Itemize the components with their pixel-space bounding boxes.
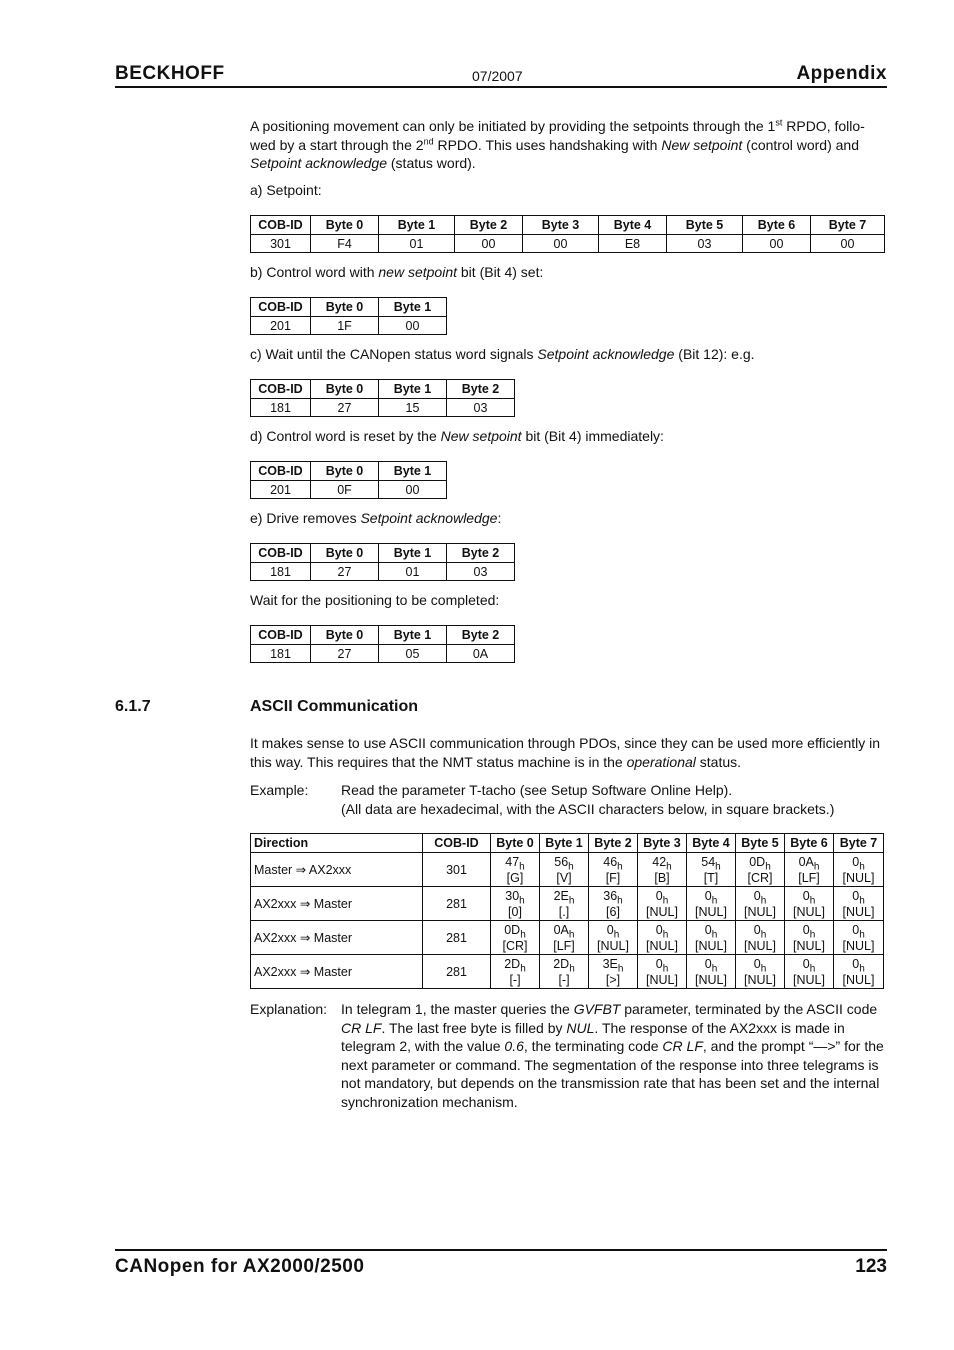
ascii-char: [NUL]: [646, 972, 678, 987]
hex-suffix: h: [520, 963, 526, 974]
ascii-char: [V]: [556, 870, 572, 885]
hex-suffix: h: [809, 963, 816, 974]
direction-cell: AX2xxx ⇒ Master: [251, 887, 423, 921]
hex-suffix: h: [859, 895, 865, 906]
byte-cell: [491, 887, 540, 921]
ascii-char: [F]: [605, 870, 621, 885]
hex-suffix: h: [760, 963, 767, 974]
column-header: Byte 0: [311, 216, 379, 235]
table-cell: 03: [447, 563, 515, 581]
table-cell: 27: [311, 399, 379, 417]
table-header-row: [251, 834, 884, 853]
column-header: Byte 1: [379, 462, 447, 481]
column-header: Byte 2: [589, 834, 638, 853]
byte-cell: [834, 853, 884, 887]
ascii-char: [NUL]: [744, 938, 776, 953]
ascii-char: [CR]: [502, 938, 528, 953]
cob-id-cell: 301: [423, 853, 491, 887]
ascii-char: [NUL]: [793, 904, 825, 919]
step-a-text: a) Setpoint:: [250, 182, 322, 198]
table-row: [251, 645, 515, 663]
table-cell: 181: [251, 645, 311, 663]
hex-suffix: h: [760, 895, 767, 906]
column-header: Byte 0: [491, 834, 540, 853]
ascii-char: [NUL]: [842, 870, 875, 885]
column-header: Byte 2: [447, 544, 515, 563]
ascii-char: [.]: [558, 904, 570, 919]
table-cell: 181: [251, 399, 311, 417]
table-cell: 27: [311, 563, 379, 581]
column-header: Byte 6: [785, 834, 834, 853]
ascii-char: [NUL]: [695, 938, 727, 953]
table-row: [251, 853, 884, 887]
ascii-char: [LF]: [798, 870, 820, 885]
hex-value: 47: [505, 854, 520, 869]
table-row: [251, 235, 885, 253]
table-control-word-set: [250, 297, 447, 335]
hex-suffix: h: [569, 963, 575, 974]
byte-cell: [785, 921, 834, 955]
example-text: [341, 781, 886, 818]
hex-suffix: h: [765, 861, 771, 872]
hex-value: 0: [753, 888, 761, 903]
table-row: [251, 481, 447, 499]
byte-cell: [736, 853, 785, 887]
table-row: [251, 563, 515, 581]
hex-suffix: h: [662, 895, 669, 906]
ascii-intro-paragraph: It makes sense to use ASCII communication through PDOs, since they can be used more efficiently in this way. This requires that the NMT status machine is in the operational status.: [250, 735, 881, 770]
ascii-char: [NUL]: [597, 938, 629, 953]
table-cell: 0F: [311, 481, 379, 499]
hex-value: 0: [802, 956, 810, 971]
hex-suffix: h: [662, 963, 669, 974]
byte-cell: [540, 887, 589, 921]
footer-title: CANopen for AX2000/2500: [115, 1256, 365, 1277]
hex-suffix: h: [715, 861, 721, 872]
byte-cell: [638, 921, 687, 955]
hex-value: 2D: [504, 956, 521, 971]
table-cell: 05: [379, 645, 447, 663]
table-cell: 00: [379, 317, 447, 335]
column-header: Byte 1: [540, 834, 589, 853]
hex-value: 0: [704, 956, 712, 971]
section-heading: Appendix: [796, 63, 887, 84]
hex-suffix: h: [519, 861, 525, 872]
section-number: 6.1.7: [115, 698, 151, 715]
column-header: COB-ID: [251, 216, 311, 235]
ascii-char: [NUL]: [695, 904, 727, 919]
table-cell: F4: [311, 235, 379, 253]
column-header: Byte 1: [379, 626, 447, 645]
byte-cell: [638, 955, 687, 989]
ascii-char: [NUL]: [793, 938, 825, 953]
hex-suffix: h: [711, 963, 718, 974]
ascii-char: [NUL]: [744, 904, 776, 919]
hex-suffix: h: [617, 963, 624, 974]
byte-cell: [834, 887, 884, 921]
table-header-row: [251, 298, 447, 317]
hex-value: 0: [704, 922, 712, 937]
hex-suffix: h: [617, 861, 623, 872]
example-label: Example:: [250, 782, 309, 798]
table-cell: 181: [251, 563, 311, 581]
table-cell: 0A: [447, 645, 515, 663]
byte-cell: [589, 955, 638, 989]
hex-suffix: h: [617, 895, 623, 906]
direction-cell: AX2xxx ⇒ Master: [251, 955, 423, 989]
hex-suffix: h: [613, 929, 620, 940]
table-cell: 00: [379, 481, 447, 499]
cob-id-cell: 281: [423, 921, 491, 955]
table-row: [251, 921, 884, 955]
table-status-ack: [250, 379, 515, 417]
document-date: 07/2007: [472, 68, 523, 84]
column-header: Byte 1: [379, 298, 447, 317]
hex-value: 46: [603, 854, 618, 869]
byte-cell: [785, 955, 834, 989]
hex-value: 0: [655, 888, 663, 903]
table-cell: 00: [811, 235, 885, 253]
ascii-char: [-]: [558, 972, 570, 987]
table-row: [251, 887, 884, 921]
table-row: [251, 399, 515, 417]
hex-value: 0: [704, 888, 712, 903]
column-header: Byte 4: [687, 834, 736, 853]
byte-cell: [540, 853, 589, 887]
byte-cell: [589, 921, 638, 955]
table-ack-removed: [250, 543, 515, 581]
byte-cell: [736, 955, 785, 989]
byte-cell: [540, 955, 589, 989]
table-positioning-complete: [250, 625, 515, 663]
column-header: COB-ID: [251, 298, 311, 317]
byte-cell: [491, 853, 540, 887]
hex-value: 3E: [602, 956, 618, 971]
ascii-char: [G]: [506, 870, 524, 885]
table-cell: 03: [667, 235, 743, 253]
hex-value: 0A: [553, 922, 569, 937]
table-cell: 1F: [311, 317, 379, 335]
ascii-char: [NUL]: [695, 972, 727, 987]
hex-value: 0: [655, 922, 663, 937]
hex-suffix: h: [859, 963, 865, 974]
hex-suffix: h: [666, 861, 672, 872]
table-cell: 201: [251, 481, 311, 499]
byte-cell: [834, 921, 884, 955]
step-c-text: c) Wait until the CANopen status word signals Setpoint acknowledge (Bit 12): e.g.: [250, 346, 755, 362]
column-header: Byte 0: [311, 462, 379, 481]
hex-value: 0: [852, 888, 860, 903]
byte-cell: [785, 853, 834, 887]
table-cell: 03: [447, 399, 515, 417]
hex-value: 36: [603, 888, 618, 903]
ascii-char: [NUL]: [842, 972, 875, 987]
hex-suffix: h: [568, 861, 574, 872]
ascii-char: [LF]: [553, 938, 575, 953]
table-cell: 01: [379, 563, 447, 581]
column-header: Byte 2: [455, 216, 523, 235]
table-header-row: [251, 216, 885, 235]
step-d-text: d) Control word is reset by the New setpoint bit (Bit 4) immediately:: [250, 428, 664, 444]
table-header-row: [251, 380, 515, 399]
column-header: Byte 6: [743, 216, 811, 235]
column-header: Byte 3: [638, 834, 687, 853]
column-header: Byte 2: [447, 380, 515, 399]
hex-value: 0: [802, 888, 810, 903]
column-header: Byte 3: [523, 216, 599, 235]
byte-cell: [687, 887, 736, 921]
ascii-char: [-]: [509, 972, 521, 987]
hex-value: 2D: [553, 956, 570, 971]
hex-suffix: h: [859, 929, 865, 940]
hex-suffix: h: [809, 895, 816, 906]
header-rule: [115, 86, 887, 88]
hex-suffix: h: [568, 929, 575, 940]
hex-suffix: h: [859, 861, 865, 872]
table-cell: 01: [379, 235, 455, 253]
column-header: Byte 0: [311, 298, 379, 317]
cob-id-cell: 281: [423, 955, 491, 989]
hex-value: 0D: [749, 854, 766, 869]
byte-cell: [834, 955, 884, 989]
byte-cell: [491, 955, 540, 989]
table-cell: 201: [251, 317, 311, 335]
ascii-char: [T]: [703, 870, 719, 885]
table-cell: E8: [599, 235, 667, 253]
hex-value: 0: [852, 854, 860, 869]
hex-suffix: h: [662, 929, 669, 940]
hex-suffix: h: [520, 929, 526, 940]
byte-cell: [638, 853, 687, 887]
company-logo: BECKHOFF: [115, 63, 225, 84]
hex-value: 0: [606, 922, 614, 937]
column-header: Byte 5: [736, 834, 785, 853]
table-cell: 301: [251, 235, 311, 253]
table-header-row: [251, 626, 515, 645]
byte-cell: [785, 887, 834, 921]
byte-cell: [491, 921, 540, 955]
direction-cell: Master ⇒ AX2xxx: [251, 853, 423, 887]
table-header-row: [251, 544, 515, 563]
intro-paragraph: A positioning movement can only be initiated by providing the setpoints through the 1st RPDO, follo-wed by a start through the 2nd RPDO. This uses handshaking with New setpoint (control word) and Setpoint acknowledge (status word).: [250, 117, 865, 171]
hex-value: 0: [852, 956, 860, 971]
byte-cell: [589, 853, 638, 887]
step-wait-text: Wait for the positioning to be completed:: [250, 592, 500, 608]
hex-suffix: h: [711, 895, 718, 906]
hex-value: 0: [655, 956, 663, 971]
footer-rule: [115, 1249, 887, 1251]
hex-suffix: h: [760, 929, 767, 940]
hex-suffix: h: [809, 929, 816, 940]
column-header: Direction: [251, 834, 423, 853]
direction-cell: AX2xxx ⇒ Master: [251, 921, 423, 955]
hex-value: 0: [753, 956, 761, 971]
step-b-text: b) Control word with new setpoint bit (Bit 4) set:: [250, 264, 544, 280]
column-header: Byte 1: [379, 380, 447, 399]
table-control-word-reset: [250, 461, 447, 499]
explanation-label: Explanation:: [250, 1001, 328, 1017]
byte-cell: [589, 887, 638, 921]
ascii-char: [NUL]: [744, 972, 776, 987]
table-cell: 15: [379, 399, 447, 417]
example-line-1: Read the parameter T-tacho (see Setup Software Online Help).: [341, 782, 733, 798]
column-header: Byte 1: [379, 544, 447, 563]
ascii-char: [NUL]: [646, 904, 678, 919]
byte-cell: [540, 921, 589, 955]
byte-cell: [687, 921, 736, 955]
column-header: Byte 1: [379, 216, 455, 235]
byte-cell: [736, 887, 785, 921]
page-number: 123: [855, 1256, 887, 1277]
column-header: COB-ID: [251, 626, 311, 645]
column-header: COB-ID: [251, 462, 311, 481]
ascii-char: [>]: [605, 972, 621, 987]
column-header: Byte 0: [311, 380, 379, 399]
table-header-row: [251, 462, 447, 481]
ascii-char: [NUL]: [646, 938, 678, 953]
example-line-2: (All data are hexadecimal, with the ASCII characters below, in square brackets.): [341, 800, 835, 817]
table-cell: 27: [311, 645, 379, 663]
column-header: Byte 7: [811, 216, 885, 235]
section-title: ASCII Communication: [250, 698, 419, 715]
ascii-char: [NUL]: [842, 904, 875, 919]
hex-value: 30: [505, 888, 520, 903]
column-header: COB-ID: [423, 834, 491, 853]
column-header: Byte 0: [311, 626, 379, 645]
ascii-char: [B]: [654, 870, 670, 885]
column-header: Byte 7: [834, 834, 884, 853]
table-cell: 00: [743, 235, 811, 253]
step-e-text: e) Drive removes Setpoint acknowledge:: [250, 510, 502, 526]
table-row: [251, 317, 447, 335]
hex-suffix: h: [519, 895, 525, 906]
hex-suffix: h: [711, 929, 718, 940]
hex-value: 0D: [504, 922, 521, 937]
column-header: Byte 0: [311, 544, 379, 563]
byte-cell: [687, 955, 736, 989]
hex-value: 0A: [798, 854, 814, 869]
column-header: Byte 5: [667, 216, 743, 235]
hex-value: 0: [753, 922, 761, 937]
column-header: Byte 4: [599, 216, 667, 235]
column-header: Byte 2: [447, 626, 515, 645]
column-header: COB-ID: [251, 544, 311, 563]
hex-suffix: h: [813, 861, 820, 872]
hex-suffix: h: [568, 895, 575, 906]
cob-id-cell: 281: [423, 887, 491, 921]
hex-value: 54: [701, 854, 716, 869]
table-setpoint: [250, 215, 885, 253]
byte-cell: [687, 853, 736, 887]
hex-value: 0: [802, 922, 810, 937]
table-cell: 00: [455, 235, 523, 253]
byte-cell: [736, 921, 785, 955]
hex-value: 2E: [553, 888, 569, 903]
table-row: [251, 955, 884, 989]
hex-value: 0: [852, 922, 860, 937]
ascii-char: [NUL]: [793, 972, 825, 987]
hex-value: 56: [554, 854, 569, 869]
ascii-telegram-table: [250, 833, 884, 989]
ascii-char: [NUL]: [842, 938, 875, 953]
column-header: COB-ID: [251, 380, 311, 399]
table-cell: 00: [523, 235, 599, 253]
hex-value: 42: [652, 854, 667, 869]
ascii-char: [6]: [606, 904, 620, 919]
ascii-char: [0]: [508, 904, 522, 919]
ascii-char: [CR]: [747, 870, 773, 885]
explanation-text: In telegram 1, the master queries the GVFBT parameter, terminated by the ASCII code CR LF. The last free byte is filled by NUL. The response of the AX2xxx is made in telegram 2, with the value 0.6, the terminating code CR LF, and the prompt “—>” for the next parameter or command. The segmentation of the response into three telegrams is not mandatory, but depends on the transmission rate that has been set and the internal synchronization mechanism.: [341, 1001, 884, 1110]
byte-cell: [638, 887, 687, 921]
